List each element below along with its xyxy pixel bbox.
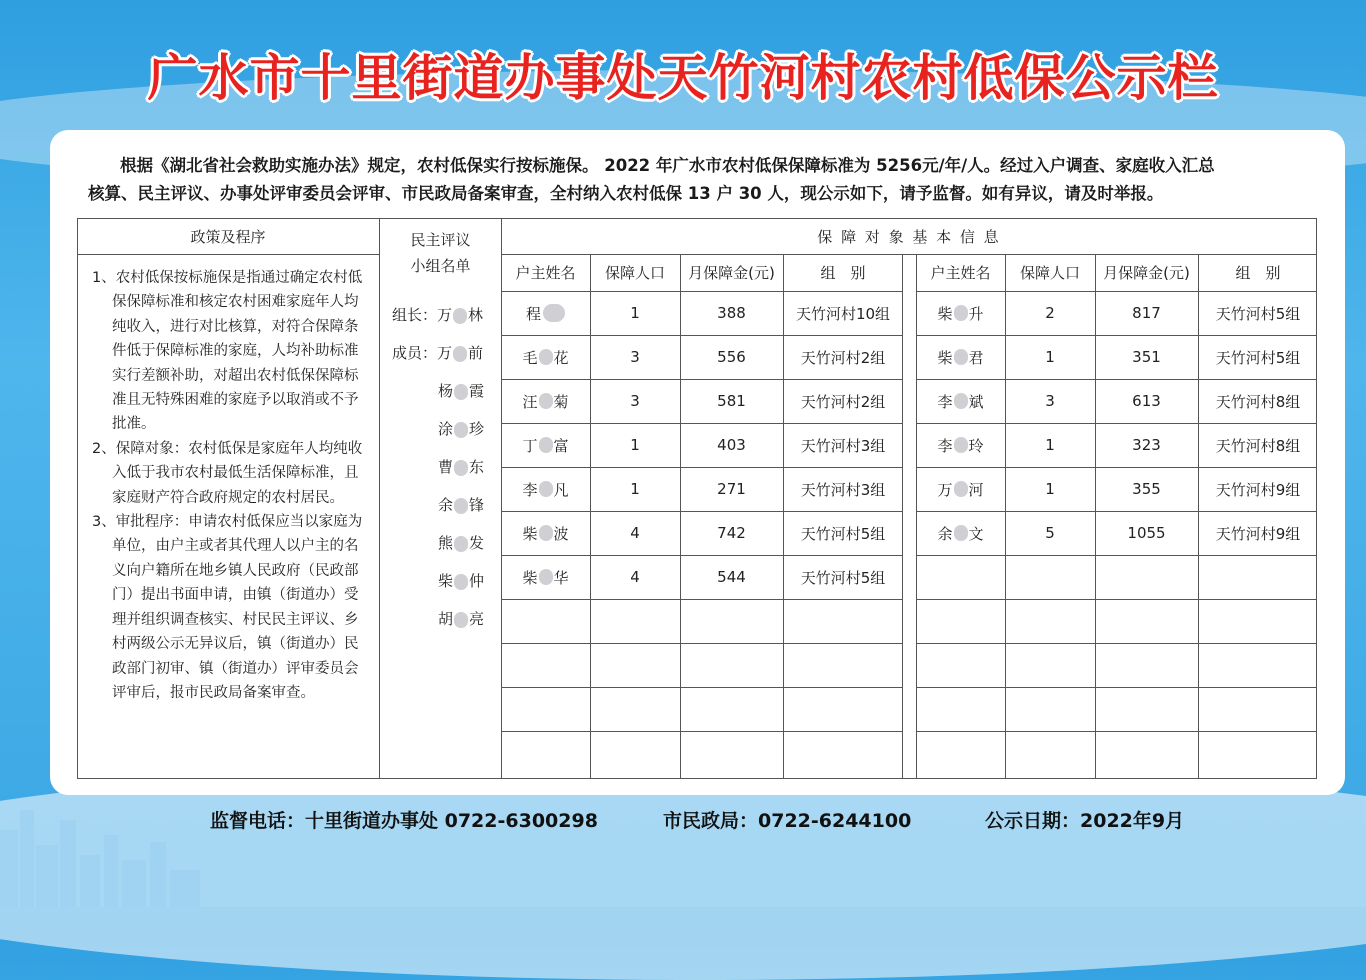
- village-group: 天竹河村5组: [1215, 304, 1301, 323]
- divider: [916, 254, 917, 779]
- covered-people: 3: [630, 348, 640, 366]
- covered-people: 3: [630, 392, 640, 410]
- group-member: 熊 发: [438, 534, 485, 552]
- householder-name: 李 斌: [937, 392, 984, 411]
- column-header: 月保障金(元): [1103, 264, 1190, 282]
- group-member: 余 锋: [438, 496, 485, 514]
- covered-people: 4: [630, 524, 640, 542]
- review-group-header-line2: 小组名单: [410, 256, 471, 275]
- divider: [916, 555, 1317, 556]
- monthly-amount: 817: [1132, 304, 1161, 322]
- householder-name: 程: [501, 291, 590, 335]
- householder-name: 柴 君: [937, 348, 984, 367]
- monthly-amount: 742: [717, 524, 746, 542]
- village-group: 天竹河村5组: [800, 568, 886, 587]
- column-header: 组 别: [820, 264, 866, 282]
- divider: [501, 643, 902, 644]
- covered-people: 2: [1045, 304, 1055, 322]
- householder-name: 余 文: [937, 524, 984, 543]
- covered-people: 4: [630, 568, 640, 586]
- covered-people: 1: [1045, 348, 1055, 366]
- village-group: 天竹河村8组: [1215, 436, 1301, 455]
- group-member: 杨 霞: [438, 382, 485, 400]
- householder-name: 李 玲: [937, 436, 984, 455]
- householder-name: 李 凡: [522, 480, 569, 499]
- village-group: 天竹河村2组: [800, 392, 886, 411]
- village-group: 天竹河村8组: [1215, 392, 1301, 411]
- monthly-amount: 544: [717, 568, 746, 586]
- monthly-amount: 556: [717, 348, 746, 366]
- monthly-amount: 613: [1132, 392, 1161, 410]
- monthly-amount: 351: [1132, 348, 1161, 366]
- monthly-amount: 1055: [1127, 524, 1166, 542]
- covered-people: 3: [1045, 392, 1055, 410]
- monthly-amount: 271: [717, 480, 746, 498]
- monthly-amount: 323: [1132, 436, 1161, 454]
- village-group: 天竹河村9组: [1215, 480, 1301, 499]
- covered-people: 1: [630, 436, 640, 454]
- page-title: 广水市十里街道办事处天竹河村农村低保公示栏: [147, 49, 1219, 107]
- city-skyline-graphic: [0, 800, 240, 907]
- column-header: 户主姓名: [515, 264, 576, 282]
- column-header: 保障人口: [604, 264, 665, 282]
- covered-people: 1: [1045, 436, 1055, 454]
- householder-name: 柴 华: [522, 568, 569, 587]
- policy-item: 1、农村低保按标施保是指通过确定农村低保保障标准和核定农村困难家庭年人均纯收入，进行对比核算，对符合保障条件低于保障标准的家庭，人均补助标准实行差额补助，对超出农村低保保障标准且无特殊困难的家庭予以取消或不予批准。: [92, 270, 363, 433]
- intro-line-2: 核算、民主评议、办事处评审委员会评审、市民政局备案审查，全村纳入农村低保 13 户 30 人，现公示如下，请予监督。如有异议，请及时举报。: [88, 184, 1164, 203]
- column-header: 保障人口: [1019, 264, 1080, 282]
- policy-item: 2、保障对象：农村低保是家庭年人均纯收入低于我市农村最低生活保障标准，且家庭财产符合政府规定的农村居民。: [92, 440, 363, 506]
- group-member: 涂 珍: [438, 420, 485, 438]
- householder-name: 丁 富: [522, 436, 569, 455]
- divider: [77, 254, 379, 255]
- householder-name: 毛 花: [522, 348, 569, 367]
- householder-name: 柴 升: [937, 304, 984, 323]
- householder-name: 汪 菊: [522, 392, 569, 411]
- divider: [916, 599, 1317, 600]
- policy-item: 3、审批程序：申请农村低保应当以家庭为单位，由户主或者其代理人以户主的名义向户籍所在地乡镇人民政府（民政部门）提出书面申请，由镇（街道办）受理并组织调查核实、村民民主评议、乡村两级公示无异议后，镇（街道办）民政部门初审、镇（街道办）评审委员会评审后，报市民政局备案审查。: [92, 514, 363, 701]
- group-leader: 组长：万 林: [392, 306, 484, 324]
- group-member: 柴 仲: [438, 572, 485, 590]
- covered-people: 1: [630, 304, 640, 322]
- policy-header: 政策及程序: [190, 227, 266, 246]
- monthly-amount: 355: [1132, 480, 1161, 498]
- covered-people: 5: [1045, 524, 1055, 542]
- village-group: 天竹河村9组: [1215, 524, 1301, 543]
- policy-text: [92, 266, 372, 705]
- village-group: 天竹河村3组: [800, 480, 886, 499]
- village-group: 天竹河村10组: [795, 304, 891, 323]
- info-header: 保 障 对 象 基 本 信 息: [817, 227, 1001, 246]
- divider: [501, 599, 902, 600]
- divider: [916, 731, 1317, 732]
- divider: [916, 687, 1317, 688]
- table-gap: [902, 255, 916, 778]
- civil-affairs-phone: 市民政局：0722-6244100: [663, 810, 912, 832]
- village-group: 天竹河村5组: [1215, 348, 1301, 367]
- divider: [501, 731, 902, 732]
- village-group: 天竹河村2组: [800, 348, 886, 367]
- covered-people: 1: [630, 480, 640, 498]
- householder-name: 柴 波: [522, 524, 569, 543]
- householder-name: 万 河: [937, 480, 984, 499]
- review-group-header-line1: 民主评议: [410, 230, 471, 249]
- monthly-amount: 403: [717, 436, 746, 454]
- supervise-phone: 监督电话：十里街道办事处 0722-6300298: [210, 810, 598, 832]
- divider: [501, 687, 902, 688]
- divider: [902, 254, 903, 779]
- divider: [916, 643, 1317, 644]
- column-header: 月保障金(元): [688, 264, 775, 282]
- column-header: 组 别: [1235, 264, 1281, 282]
- intro-text: [88, 152, 1318, 208]
- village-group: 天竹河村3组: [800, 436, 886, 455]
- group-member: 曹 东: [438, 458, 485, 476]
- monthly-amount: 581: [717, 392, 746, 410]
- column-header: 户主姓名: [930, 264, 991, 282]
- divider: [379, 218, 380, 779]
- group-member: 成员：万 前: [392, 344, 484, 362]
- publish-date: 公示日期：2022年9月: [985, 810, 1185, 832]
- group-member: 胡 亮: [438, 610, 485, 628]
- intro-line-1: 根据《湖北省社会救助实施办法》规定，农村低保实行按标施保。 2022 年广水市农村低保保障标准为 5256元/年/人。经过入户调查、家庭收入汇总: [120, 156, 1215, 175]
- monthly-amount: 388: [717, 304, 746, 322]
- covered-people: 1: [1045, 480, 1055, 498]
- village-group: 天竹河村5组: [800, 524, 886, 543]
